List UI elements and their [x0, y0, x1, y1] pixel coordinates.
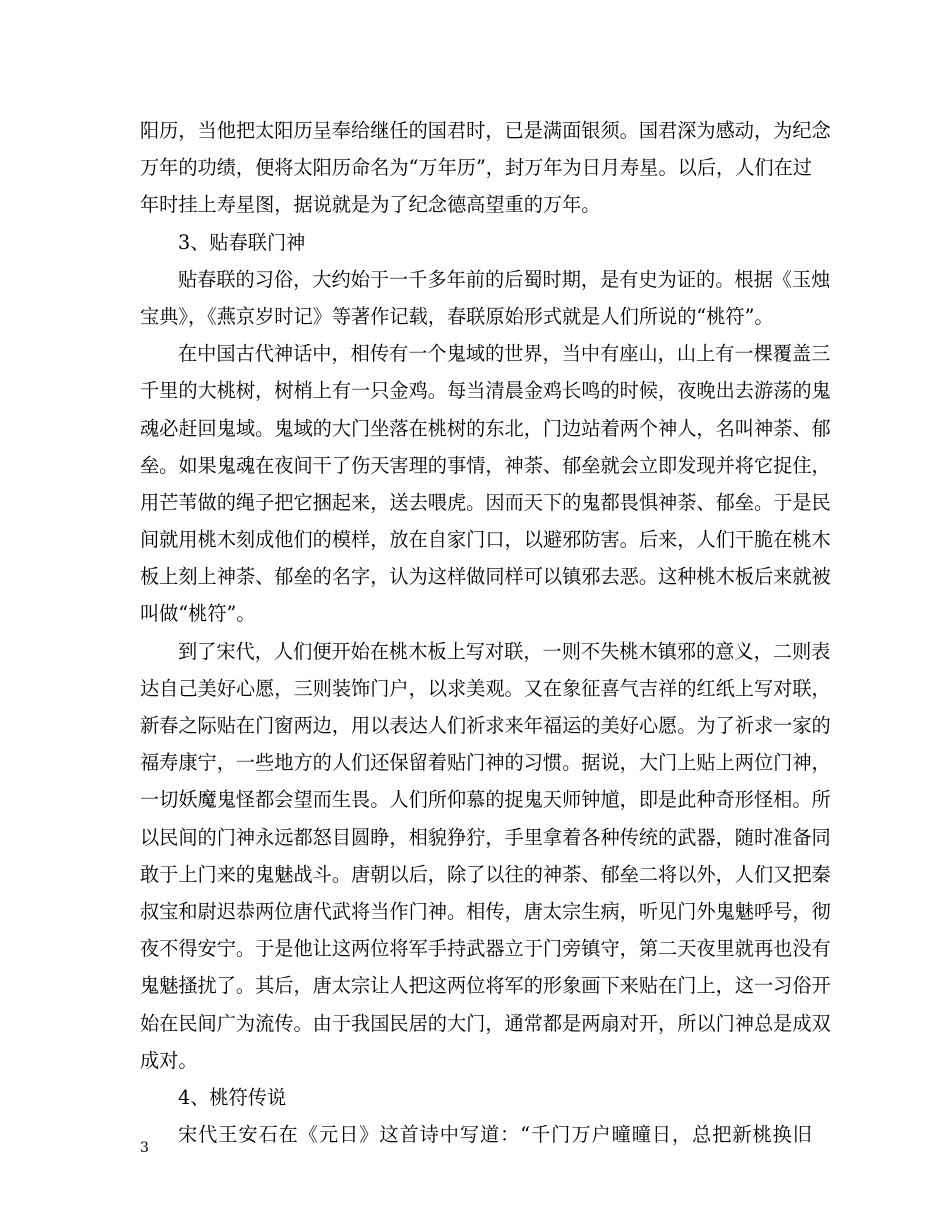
text-line: 叔宝和尉迟恭两位唐代武将当作门神。相传，唐太宗生病，听见门外鬼魅呼号，彻 [140, 899, 831, 923]
text-line: 在中国古代神话中，相传有一个鬼域的世界，当中有座山，山上有一棵覆盖三 [178, 342, 831, 366]
text-line: 间就用桃木刻成他们的模样，放在自家门口，以避邪防害。后来，人们干脆在桃木 [140, 528, 831, 552]
text-line: 成对。 [140, 1048, 198, 1072]
body-text [140, 112, 831, 1153]
text-line: 夜不得安宁。于是他让这两位将军手持武器立于门旁镇守，第二天夜里就再也没有 [140, 937, 831, 961]
text-line: 千里的大桃树，树梢上有一只金鸡。每当清晨金鸡长鸣的时候，夜晚出去游荡的鬼 [140, 379, 831, 403]
text-line: 用芒苇做的绳子把它捆起来，送去喂虎。因而天下的鬼都畏惧神荼、郁垒。于是民 [140, 490, 831, 514]
text-line: 达自己美好心愿，三则装饰门户，以求美观。又在象征喜气吉祥的红纸上写对联， [140, 676, 831, 700]
page-number: 3 [140, 1140, 149, 1156]
text-line: 万年的功绩，便将太阳历命名为“万年历”，封万年为日月寿星。以后，人们在过 [140, 156, 812, 180]
text-line: 敢于上门来的鬼魅战斗。唐朝以后，除了以往的神荼、郁垒二将以外，人们又把秦 [140, 862, 831, 886]
text-line: 年时挂上寿星图，据说就是为了纪念德高望重的万年。 [140, 193, 601, 217]
text-line: 魂必赶回鬼域。鬼域的大门坐落在桃树的东北，门边站着两个神人，名叫神荼、郁 [140, 416, 831, 440]
text-line: 叫做“桃符”。 [140, 602, 256, 626]
text-line: 福寿康宁，一些地方的人们还保留着贴门神的习惯。据说，大门上贴上两位门神， [140, 751, 831, 775]
text-line: 板上刻上神荼、郁垒的名字，认为这样做同样可以镇邪去恶。这种桃木板后来就被 [140, 565, 831, 589]
text-line: 4、桃符传说 [178, 1085, 287, 1109]
text-line: 垒。如果鬼魂在夜间干了伤天害理的事情，神荼、郁垒就会立即发现并将它捉住， [140, 453, 831, 477]
text-line: 新春之际贴在门窗两边，用以表达人们祈求来年福运的美好心愿。为了祈求一家的 [140, 714, 831, 737]
text-line: 贴春联的习俗，大约始于一千多年前的后蜀时期，是有史为证的。根据《玉烛 [178, 267, 831, 291]
text-line: 3、贴春联门神 [178, 230, 306, 254]
text-line: 宋代王安石在《元日》这首诗中写道：“千门万户曈曈日，总把新桃换旧 [178, 1123, 812, 1147]
text-line: 到了宋代，人们便开始在桃木板上写对联，一则不失桃木镇邪的意义，二则表 [178, 639, 831, 663]
text-line: 以民间的门神永远都怒目圆睁，相貌狰狞，手里拿着各种传统的武器，随时准备同 [140, 825, 831, 849]
text-line: 宝典》，《燕京岁时记》等著作记载，春联原始形式就是人们所说的“桃符”。 [140, 304, 774, 328]
text-line: 鬼魅搔扰了。其后，唐太宗让人把这两位将军的形象画下来贴在门上，这一习俗开 [140, 974, 831, 998]
text-line: 始在民间广为流传。由于我国民居的大门，通常都是两扇对开，所以门神总是成双 [140, 1011, 831, 1035]
text-line: 一切妖魔鬼怪都会望而生畏。人们所仰慕的捉鬼天师钟馗，即是此种奇形怪相。所 [140, 788, 831, 812]
text-line: 阳历，当他把太阳历呈奉给继任的国君时，已是满面银须。国君深为感动，为纪念 [140, 119, 831, 142]
